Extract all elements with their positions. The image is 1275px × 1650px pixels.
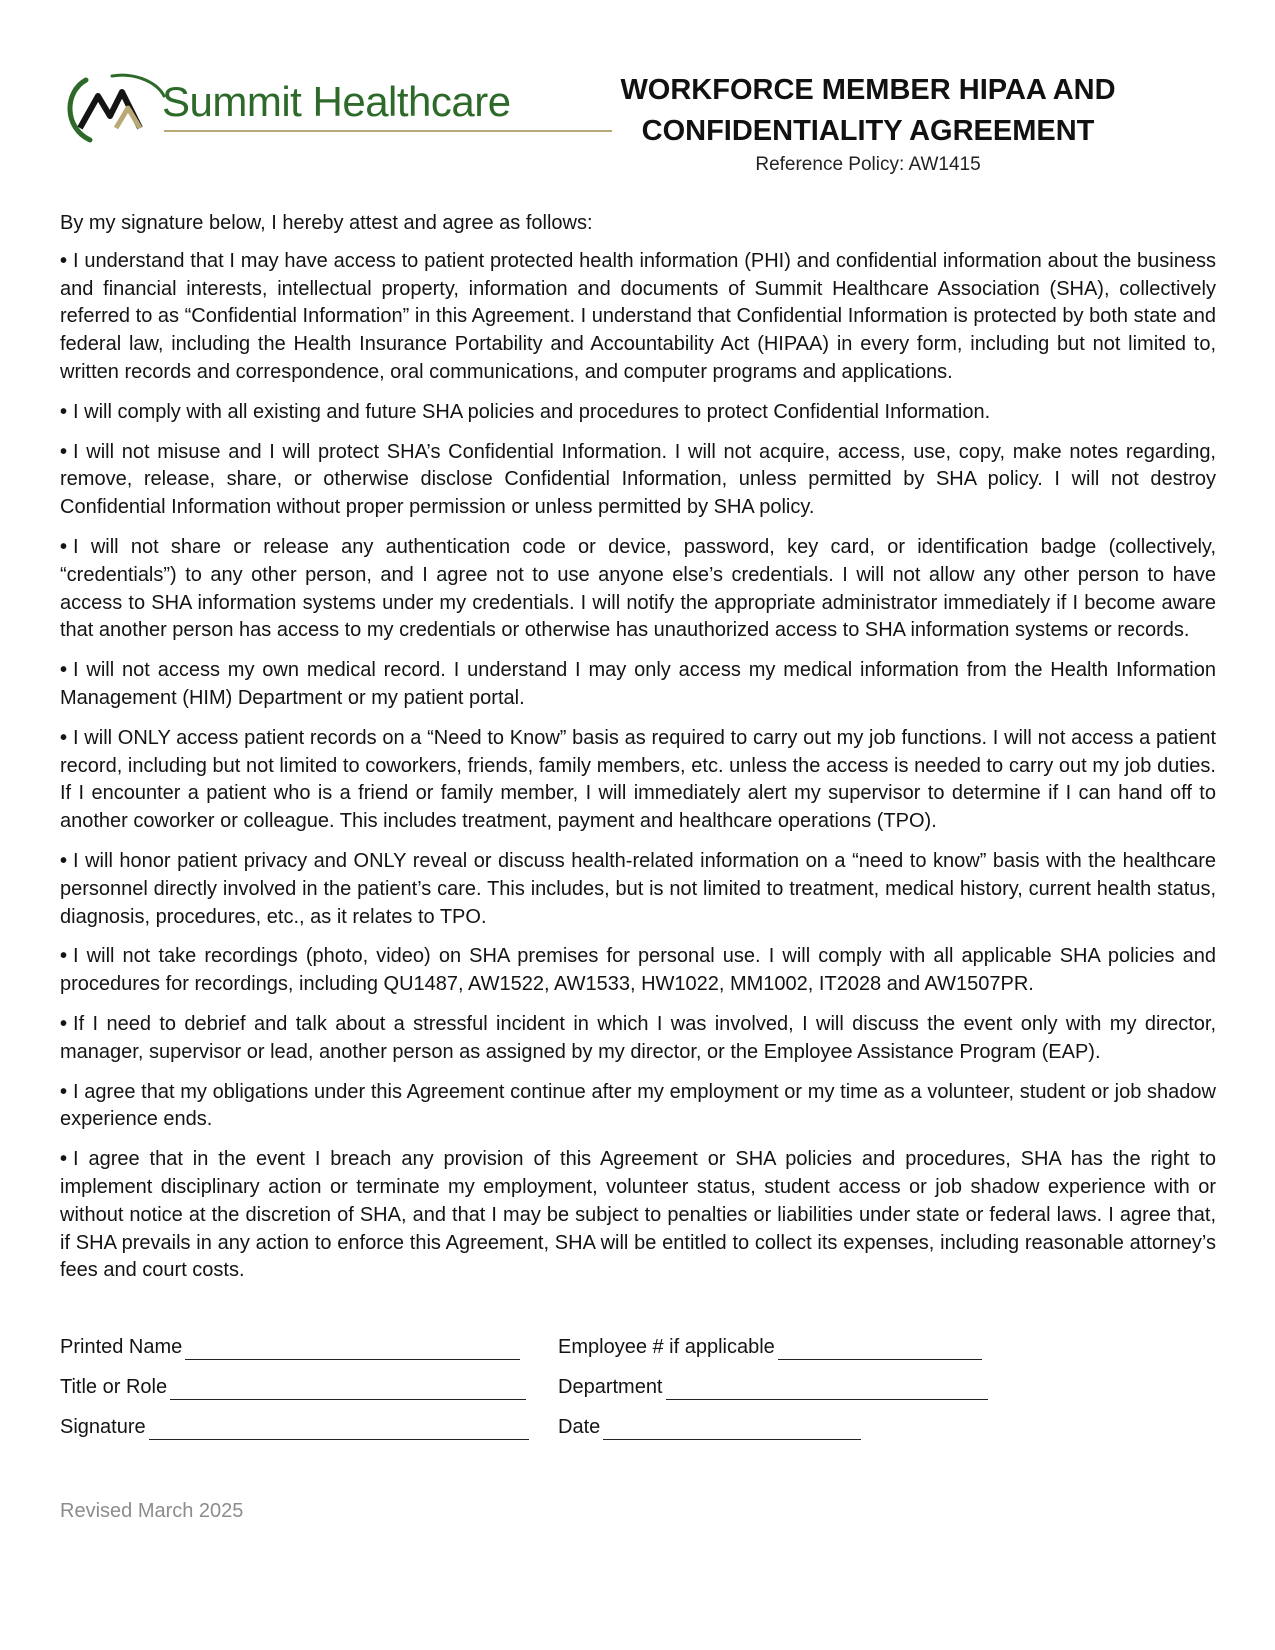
document-header [598,70,1138,176]
title-role-label: Title or Role [60,1376,168,1398]
title-role-line[interactable] [170,1379,526,1400]
department-label: Department [558,1376,663,1398]
bullet-own-record: • I will not access my own medical record. I understand I may only access my medical information from the Health Information Management (HIM) Department or my patient portal. [60,657,1216,713]
intro-text: By my signature below, I hereby attest and agree as follows: [60,212,593,234]
employee-number-label: Employee # if applicable [558,1336,775,1358]
bullet-patient-privacy: • I will honor patient privacy and ONLY reveal or discuss health-related information on a “need to know” basis with the healthcare personnel directly involved in the patient’s care. This includes, but is not limited to treatment, medical history, current health status, diagnosis, procedures, etc., as it relates to TPO. [60,848,1216,931]
bullet-need-to-know: • I will ONLY access patient records on a “Need to Know” basis as required to carry out my job functions. I will not access a patient record, including but not limited to coworkers, friends, family members, etc. unless the access is needed to carry out my job duties. If I encounter a patient who is a friend or family member, I will immediately alert my supervisor to determine if I can hand off to another coworker or colleague. This includes treatment, payment and healthcare operations (TPO). [60,725,1216,836]
bullet-comply-policies: • I will comply with all existing and future SHA policies and procedures to protect Confidential Information. [60,399,1216,427]
revision-note: Revised March 2025 [60,1500,244,1522]
department-line[interactable] [666,1379,988,1400]
signature-label: Signature [60,1416,146,1438]
mountain-logo-icon [66,70,166,160]
printed-name-field[interactable] [60,1334,520,1360]
bullet-breach: • I agree that in the event I breach any provision of this Agreement or SHA policies and procedures, SHA has the right to implement disciplinary action or terminate my employment, volunteer status, student access or job shadow experience with or without notice at the discretion of SHA, and that I may be subject to penalties or liabilities under state or federal laws. I agree that, if SHA prevails in any action to enforce this Agreement, SHA will be entitled to collect its expenses, including reasonable attorney’s fees and court costs. [60,1146,1216,1285]
summit-healthcare-logo [66,70,546,160]
signature-field[interactable] [60,1414,529,1440]
employee-number-field[interactable] [558,1334,982,1360]
bullet-credentials: • I will not share or release any authentication code or device, password, key card, or identification badge (collectively, “credentials”) to any other person, and I agree not to use anyone else’s credentials. I will not allow any other person to have access to SHA information systems under my credentials. I will notify the appropriate administrator immediately if I become aware that another person has access to my credentials or otherwise has unauthorized access to SHA information systems or records. [60,534,1216,645]
department-field[interactable] [558,1374,988,1400]
date-line[interactable] [603,1419,861,1440]
date-field[interactable] [558,1414,861,1440]
bullet-no-misuse: • I will not misuse and I will protect SHA’s Confidential Information. I will not acquire, access, use, copy, make notes regarding, remove, release, share, or otherwise disclose Confidential Information, unless permitted by SHA policy. I will not destroy Confidential Information without proper permission or unless permitted by SHA policy. [60,439,1216,522]
signature-line[interactable] [149,1419,529,1440]
employee-number-line[interactable] [778,1339,982,1360]
agreement-body [60,210,1216,1297]
bullet-recordings: • I will not take recordings (photo, video) on SHA premises for personal use. I will comply with all applicable SHA policies and procedures for recordings, including QU1487, AW1522, AW1533, HW1022, MM1002, IT2028 and AW1507PR. [60,943,1216,999]
printed-name-label: Printed Name [60,1336,183,1358]
brand-name: Summit Healthcare [162,78,511,125]
document-title-line-2: CONFIDENTIALITY AGREEMENT [641,115,1095,147]
brand-underline [164,130,612,132]
date-label: Date [558,1416,601,1438]
document-title-line-1: WORKFORCE MEMBER HIPAA AND [620,74,1116,106]
printed-name-line[interactable] [185,1339,520,1360]
bullet-obligations-continue: • I agree that my obligations under this Agreement continue after my employment or my time as a volunteer, student or job shadow experience ends. [60,1079,1216,1135]
agreement-bullets [60,248,1216,1285]
bullet-phi-access: • I understand that I may have access to patient protected health information (PHI) and confidential information about the business and financial interests, intellectual property, information and documents of Summit Healthcare Association (SHA), collectively referred to as “Confidential Information” in this Agreement. I understand that Confidential Information is protected by both state and federal law, including the Health Insurance Portability and Accountability Act (HIPAA) in every form, including but not limited to, written records and correspondence, oral communications, and computer programs and applications. [60,248,1216,387]
title-role-field[interactable] [60,1374,526,1400]
reference-policy: Reference Policy: AW1415 [755,154,981,175]
bullet-debrief: • If I need to debrief and talk about a stressful incident in which I was involved, I will discuss the event only with my director, manager, supervisor or lead, another person as assigned by my director, or the Employee Assistance Program (EAP). [60,1011,1216,1067]
